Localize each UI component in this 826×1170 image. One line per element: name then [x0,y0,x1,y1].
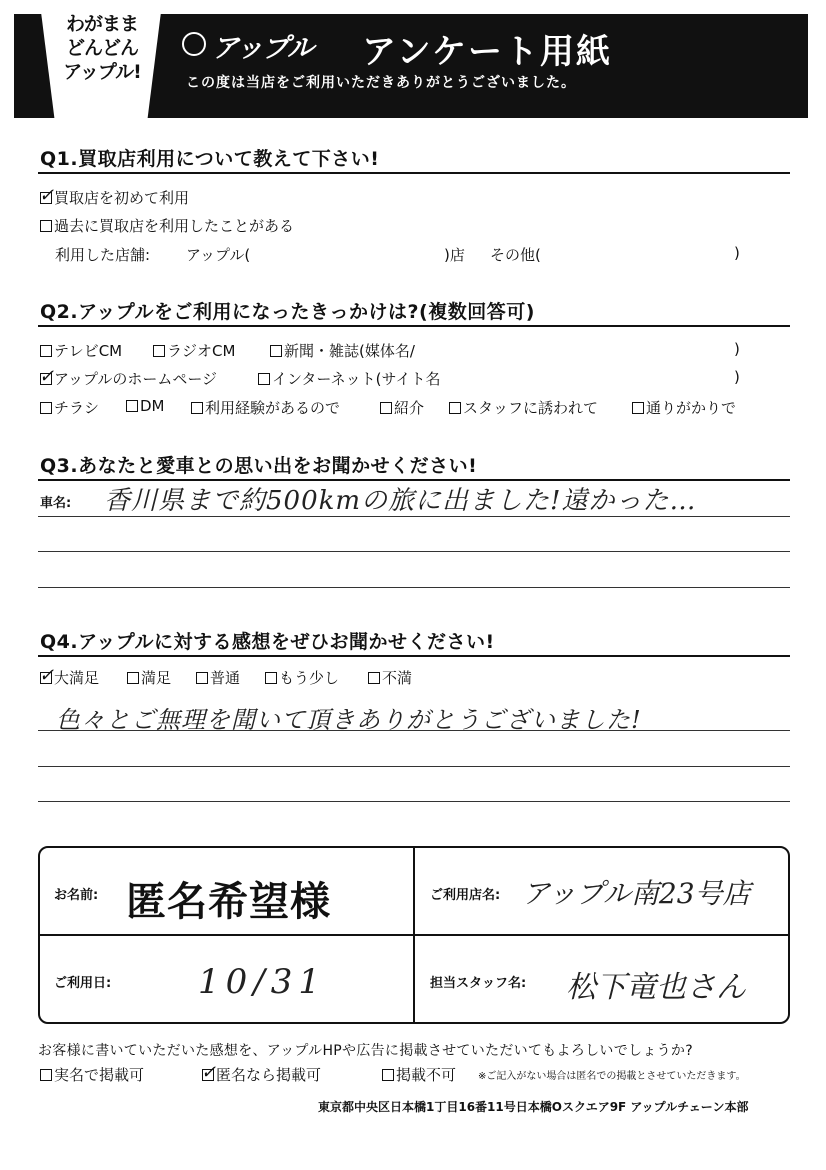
checkbox[interactable] [40,220,52,232]
q2-option-label: インターネット(サイト名 [272,370,441,388]
checkbox[interactable] [449,402,461,414]
company-address: 東京都中央区日本橋1丁目16番11号日本橋Oスクエア9F アップルチェーン本部 [318,1100,749,1114]
checkbox[interactable] [39,366,55,387]
consent-option-label: 実名で掲載可 [54,1066,145,1084]
check-mark-icon: ✓ [201,1062,217,1083]
q4-option-label: 大満足 [54,669,100,687]
q2-option-label: ラジオCM [167,342,236,360]
banner-line-1: わがまま [65,13,138,35]
checkbox[interactable] [191,402,203,414]
consent-note: ※ご記入がない場合は匿名での掲載とさせていただきます。 [478,1071,746,1082]
checkbox[interactable] [40,1069,52,1081]
store-value[interactable]: アップル南23号店 [522,877,751,910]
q2-option-dm[interactable] [126,397,165,415]
apple-logo-icon [182,32,206,56]
q2-option-homepage[interactable] [40,368,217,389]
checkbox[interactable] [258,373,270,385]
checkbox[interactable] [127,672,139,684]
q1-divider [38,172,790,174]
q4-option-satisfied[interactable] [127,667,171,688]
q2-option-tv[interactable] [40,340,122,361]
q1-store-other: その他( [490,246,541,264]
q3-answer[interactable]: 香川県まで約500kmの旅に出ました!遠かった… [104,486,697,516]
consent-no[interactable] [382,1064,456,1085]
checkbox[interactable] [270,345,282,357]
q3-car-label: 車名: [40,496,72,511]
answer-line [38,551,790,552]
q2-divider [38,325,790,327]
q2-option-staff[interactable] [449,397,598,418]
page-title: アンケート用紙 [362,32,612,72]
checkbox[interactable] [126,400,138,412]
q2-option-experience[interactable] [191,397,340,418]
q1-store-close: ) [734,244,740,262]
q4-option-dissatisfied[interactable] [368,667,412,688]
checkbox[interactable] [196,672,208,684]
answer-line [38,801,790,802]
q2-option-label: アップルのホームページ [54,370,218,388]
checkbox[interactable] [39,665,55,686]
q4-option-label: 満足 [141,669,172,687]
consent-question: お客様に書いていただいた感想を、アップルHPや広告に掲載させていただいてもよろしいでしょうか? [38,1043,693,1059]
q2-option-radio[interactable] [153,340,235,361]
consent-anonymous[interactable] [202,1064,321,1085]
page-subtitle: この度は当店をご利用いただきありがとうございました。 [186,75,576,91]
date-label: ご利用日: [54,976,112,991]
q1-option-used-before[interactable] [40,215,294,236]
consent-option-label: 掲載不可 [396,1066,457,1084]
answer-line [38,516,790,517]
q2-row1-close: ) [734,340,740,358]
q4-option-slightly[interactable] [265,667,339,688]
checkbox[interactable] [153,345,165,357]
q3-title: Q3.あなたと愛車との思い出をお聞かせください! [40,455,478,477]
checkbox[interactable] [39,185,55,206]
logo-text: アップル [212,33,314,64]
q4-divider [38,655,790,657]
q2-option-label: 新聞・雑誌(媒体名/ [284,342,415,360]
q2-option-flyer[interactable] [40,397,99,418]
banner-line-3: アップル! [63,61,141,83]
q1-option-first-time[interactable] [40,187,189,208]
q2-row2-close: ) [734,368,740,386]
checkbox[interactable] [380,402,392,414]
q2-option-label: DM [140,397,165,415]
staff-value[interactable]: 松下竜也さん [566,970,746,1005]
answer-line [38,766,790,767]
q4-option-label: 普通 [210,669,241,687]
checkbox[interactable] [40,402,52,414]
q2-option-label: テレビCM [54,342,123,360]
q1-option-label: 買取店を初めて利用 [54,189,190,207]
q1-store-apple: アップル( [186,246,251,264]
promo-banner-text [50,12,154,84]
q2-option-passing[interactable] [632,397,736,418]
checkbox[interactable] [632,402,644,414]
q2-option-newspaper[interactable] [270,340,415,361]
q2-option-label: 通りがかりで [646,399,737,417]
q2-option-label: チラシ [54,399,100,417]
checkbox[interactable] [40,345,52,357]
q4-title: Q4.アップルに対する感想をぜひお聞かせください! [40,631,495,653]
check-mark-icon: ✓ [39,185,55,206]
date-value[interactable]: 10/31 [198,962,326,1002]
q2-option-label: 紹介 [394,399,425,417]
q4-answer[interactable]: 色々とご無理を聞いて頂きありがとうございました! [56,706,642,734]
q1-title: Q1.買取店利用について教えて下さい! [40,148,380,170]
checkbox[interactable] [368,672,380,684]
q1-option-label: 過去に買取店を利用したことがある [54,217,295,235]
name-label: お名前: [54,888,99,903]
checkbox[interactable] [265,672,277,684]
q2-option-referral[interactable] [380,397,424,418]
q2-title: Q2.アップルをご利用になったきっかけは?(複数回答可) [40,301,535,323]
consent-option-label: 匿名なら掲載可 [216,1066,322,1084]
q2-option-label: スタッフに誘われて [463,399,599,417]
q2-option-internet[interactable] [258,368,440,389]
check-mark-icon: ✓ [39,366,55,387]
answer-line [38,730,790,731]
q4-option-label: 不満 [382,669,413,687]
info-divider-horizontal [38,934,790,936]
q2-option-label: 利用経験があるので [205,399,341,417]
q4-option-normal[interactable] [196,667,240,688]
answer-line [38,587,790,588]
store-label: ご利用店名: [430,888,501,903]
banner-line-2: どんどん [65,37,138,59]
staff-label: 担当スタッフ名: [430,976,527,991]
name-value[interactable]: 匿名希望様 [126,879,331,925]
q4-option-label: もう少し [279,669,340,687]
q1-store-suffix: )店 [444,246,465,264]
q1-store-label: 利用した店舗: [55,246,151,264]
check-mark-icon: ✓ [39,665,55,686]
q4-option-very-satisfied[interactable] [40,667,99,688]
consent-real-name[interactable] [40,1064,144,1085]
checkbox[interactable] [382,1069,394,1081]
checkbox[interactable] [201,1062,217,1083]
